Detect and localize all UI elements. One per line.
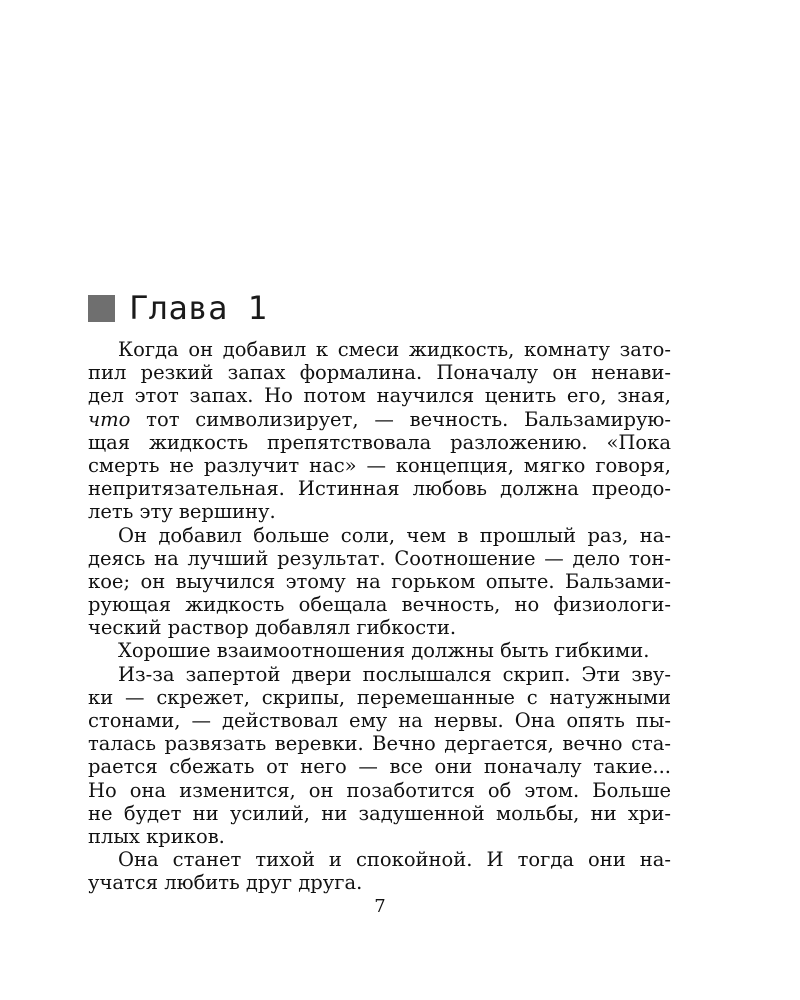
text-line: кое; он выучился этому на горьком опыте. Бальзами- xyxy=(88,569,671,593)
text-line: стонами, — действовал ему на нервы. Она опять пы- xyxy=(88,709,671,732)
text-line: пил резкий запах формалина. Поначалу он ненави- xyxy=(88,361,671,385)
text-line: плых криков. xyxy=(88,824,225,848)
text-line: не будет ни усилий, ни задушенной мольбы, ни хри- xyxy=(88,801,671,825)
text-line: рующая жидкость обещала вечность, но физиологи- xyxy=(88,593,671,617)
text-line: щая жидкость препятствовала разложению. «Пока xyxy=(88,430,671,454)
text-line: деясь на лучший результат. Соотношение — дело тон- xyxy=(88,546,671,570)
text-line: Из-за запертой двери послышался скрип. Эти зву- xyxy=(118,662,671,686)
text-line: Когда он добавил к смеси жидкость, комнату зато- xyxy=(118,338,671,361)
text-line: Она станет тихой и спокойной. И тогда они на- xyxy=(118,848,671,872)
text-line: талась развязать веревки. Вечно дергается, вечно ста- xyxy=(88,732,671,756)
text-line: Он добавил больше соли, чем в прошлый раз, на- xyxy=(118,523,671,547)
text-line: непритязательная. Истинная любовь должна преодо- xyxy=(88,477,671,501)
text-line: ки — скрежет, скрипы, перемешанные с натужными xyxy=(88,685,671,709)
page-number: 7 xyxy=(374,896,386,917)
text-line: ческий раствор добавлял гибкости. xyxy=(88,616,457,640)
text-line-with-italic xyxy=(88,408,671,431)
chapter-title: Глава 1 xyxy=(129,289,268,327)
text-line: леть эту вершину. xyxy=(88,500,276,524)
italic-word: что xyxy=(88,407,131,431)
text-line: Но она изменится, он позаботится об этом. Больше xyxy=(88,778,671,802)
body-text xyxy=(88,338,671,895)
chapter-marker-square-icon xyxy=(88,295,115,322)
text-line-rest: тот символизирует, — вечность. Бальзамирую- xyxy=(146,407,672,431)
text-line: рается сбежать от него — все они поначалу такие... xyxy=(88,755,671,779)
text-line: Хорошие взаимоотношения должны быть гибкими. xyxy=(118,639,650,663)
text-line: дел этот запах. Но потом научился ценить его, зная, xyxy=(88,384,671,408)
text-line: учатся любить друг друга. xyxy=(88,871,363,895)
text-line: смерть не разлучит нас» — концепция, мягко говоря, xyxy=(88,453,671,477)
chapter-heading xyxy=(88,288,267,328)
